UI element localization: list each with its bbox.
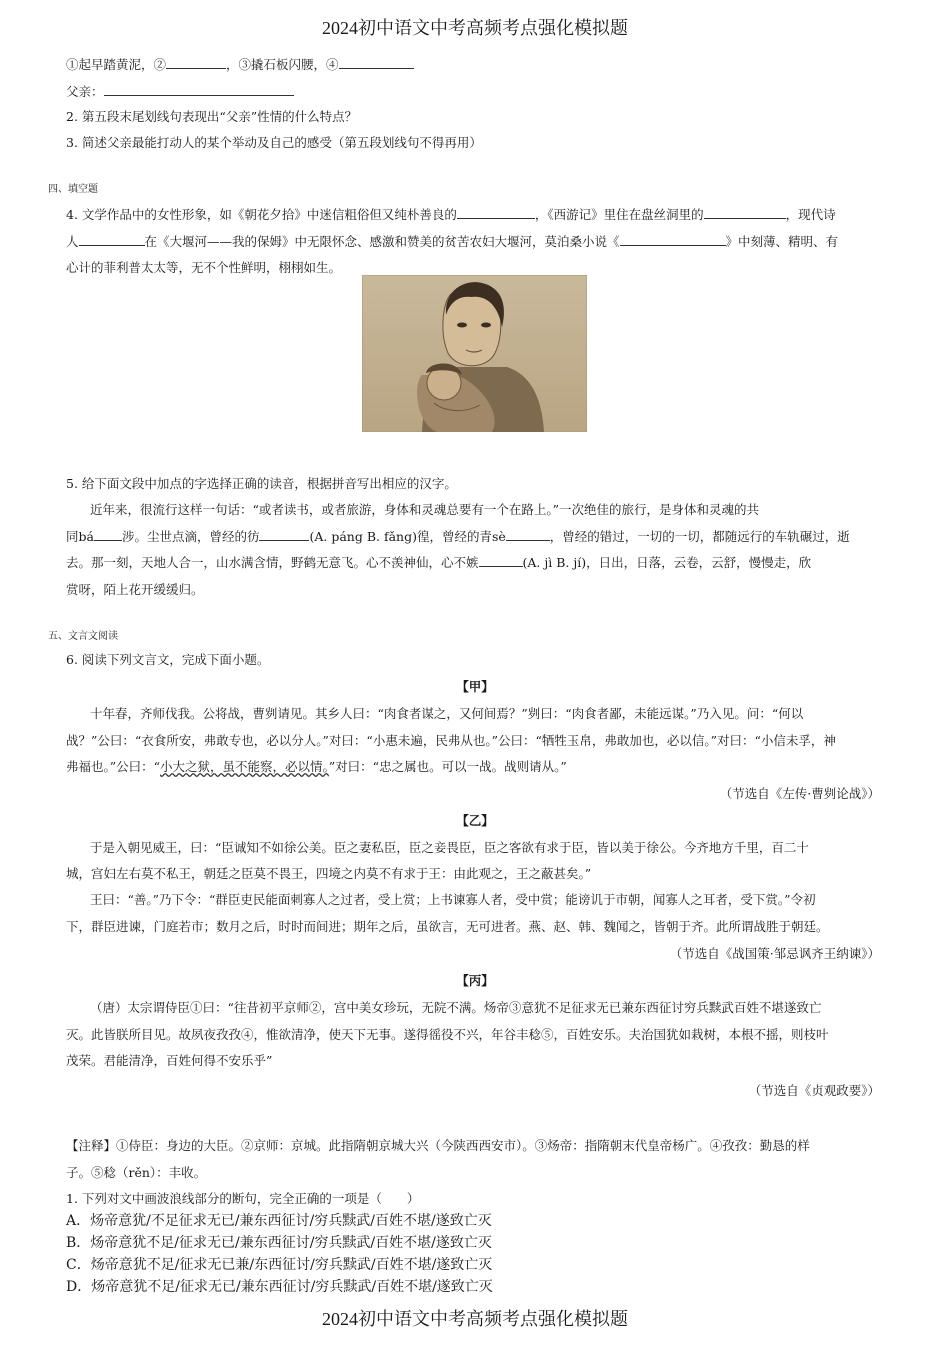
q5-line-4: 赏呀，陌上花开缓缓归。 <box>66 582 204 597</box>
passage-bing-label: 【丙】 <box>456 973 494 988</box>
bing-line-2: 灭。此皆朕所目见。故夙夜孜孜④，惟欲清净，使天下无事。遂得徭役不兴，年谷丰稔⑤，百姓安乐。夫治国犹如栽树，本根不摇，则枝叶 <box>66 1027 829 1042</box>
jia-line-1: 十年春，齐师伐我。公将战，曹刿请见。其乡人曰：“肉食者谋之，又何间焉？”刿曰：“肉食者鄙，未能远谋。”乃入见。问：“何以 <box>90 706 804 721</box>
sub-question-1: 1. 下列对文中画波浪线部分的断句，完全正确的一项是（ ） <box>66 1191 420 1206</box>
option-b[interactable]: B．炀帝意犹不足/征求无已/兼东西征讨/穷兵黩武/百姓不堪/遂致亡灭 <box>66 1235 492 1251</box>
yi-line-4: 下，群臣进谏，门庭若市；数月之后，时时而间进；期年之后，虽欲言，无可进者。燕、赵、韩、魏闻之，皆朝于齐。此所谓战胜于朝廷。 <box>66 919 829 934</box>
q4-line-3: 心计的菲利普太太等，无不个性鲜明，栩栩如生。 <box>66 260 342 275</box>
notes-line-2: 子。⑤稔（rěn）：丰收。 <box>66 1165 207 1180</box>
q5-line-1: 近年来，很流行这样一句话：“或者读书，或者旅游，身体和灵魂总要有一个在路上。”一次绝佳的旅行，是身体和灵魂的共 <box>90 502 760 517</box>
q4-line-2 <box>66 232 838 250</box>
page-footer: 2024初中语文中考高频考点强化模拟题 <box>322 1309 628 1329</box>
passage-yi-label: 【乙】 <box>456 813 494 828</box>
q1-blank-2[interactable] <box>166 56 226 69</box>
bing-line-3: 茂荣。君能清净，百姓何得不安乐乎” <box>66 1053 273 1068</box>
q5-blank-ji[interactable] <box>479 554 523 567</box>
mother-child-illustration <box>362 275 587 432</box>
q4-blank-3[interactable] <box>79 233 145 246</box>
q4-blank-4[interactable] <box>620 233 726 246</box>
q4-text-b: ，《西游记》里住在盘丝洞里的 <box>534 207 704 222</box>
question-2: 2. 第五段末尾划线句表现出“父亲”性情的什么特点？ <box>66 109 358 124</box>
q4-text-e: 在《大堰河——我的保姆》中无限怀念、感激和赞美的贫苦农妇大堰河，莫泊桑小说《 <box>144 234 620 249</box>
section-5-heading: 五、文言文阅读 <box>48 631 118 642</box>
q5-title: 5. 给下面文段中加点的字选择正确的读音，根据拼音写出相应的汉字。 <box>66 476 457 491</box>
q4-text-f: 》中刻薄、精明、有 <box>725 234 839 249</box>
q1-father-label: 父亲： <box>66 84 104 99</box>
page-header: 2024初中语文中考高频考点强化模拟题 <box>322 18 628 38</box>
q4-blank-2[interactable] <box>704 206 786 219</box>
jia-line-2: 战？”公曰：“衣食所安，弗敢专也，必以分人。”对曰：“小惠未遍，民弗从也。”公曰：“牺牲玉帛，弗敢加也，必以信。”对曰：“小信未孚，神 <box>66 733 836 748</box>
q1-text-a: ①起早踏黄泥，② <box>66 57 167 72</box>
q5-text-e: 去。那一刻，天地人合一，山水满含情，野鹤无意飞。心不羡神仙，心不嫉 <box>66 555 479 570</box>
q4-text-c: ，现代诗 <box>785 207 836 222</box>
jia-wavy-sentence: 小大之狱，虽不能察，必以情。 <box>160 759 329 774</box>
option-d[interactable]: D．炀帝意犹不足/征求无已/兼东西征讨/穷兵黩武/百姓不堪/遂致亡灭 <box>66 1279 493 1295</box>
bing-line-1: （唐）太宗谓侍臣①曰：“往昔初平京师②，宫中美女珍玩，无院不满。炀帝③意犹不足征求无已兼东西征讨穷兵黩武百姓不堪遂致亡 <box>90 1000 822 1015</box>
passage-jia-label: 【甲】 <box>456 679 494 694</box>
yi-line-2: 城，宫妇左右莫不私王，朝廷之臣莫不畏王，四境之内莫不有求于王：由此观之，王之蔽甚矣。” <box>66 866 592 881</box>
q4-blank-1[interactable] <box>457 206 535 219</box>
q5-text-f: (A. jì B. jí)，日出，日落，云卷，云舒，慢慢走，欣 <box>522 555 812 570</box>
jia-text-a: 弗福也。”公曰：“ <box>66 759 161 774</box>
q5-line-3 <box>66 553 811 571</box>
q1-text-b: ，③撬石板闪腰，④ <box>226 57 339 72</box>
yi-source: （节选自《战国策·邹忌讽齐王纳谏》） <box>669 946 880 961</box>
jia-source: （节选自《左传·曹刿论战》） <box>719 786 880 801</box>
q6-title: 6. 阅读下列文言文，完成下面小题。 <box>66 652 270 667</box>
section-4-heading: 四、填空题 <box>48 184 98 195</box>
yi-line-1: 于是入朝见威王，曰：“臣诚知不如徐公美。臣之妻私臣，臣之妾畏臣，臣之客欲有求于臣，皆以美于徐公。今齐地方千里，百二十 <box>90 840 809 855</box>
q5-text-d: ，曾经的错过，一切的一切，都随远行的车轨碾过，逝 <box>549 529 850 544</box>
q1-father-blank[interactable] <box>104 83 294 96</box>
option-c[interactable]: C．炀帝意犹不足/征求无已兼/东西征讨/穷兵黩武/百姓不堪/遂致亡灭 <box>66 1257 493 1273</box>
q4-line-1 <box>66 205 836 223</box>
q5-text-a: 同bá <box>66 529 94 544</box>
q1-answer-line <box>66 55 414 73</box>
q4-text-a: 4. 文学作品中的女性形象，如《朝花夕拾》中迷信粗俗但又纯朴善良的 <box>66 207 457 222</box>
question-3: 3. 简述父亲最能打动人的某个举动及自己的感受（第五段划线句不得再用） <box>66 135 482 150</box>
jia-text-b: ”对曰：“忠之属也。可以一战。战则请从。” <box>328 759 567 774</box>
q4-text-d: 人 <box>66 234 79 249</box>
notes-line-1: 【注释】①侍臣：身边的大臣。②京师：京城。此指隋朝京城大兴（今陕西西安市）。③炀帝：指隋朝末代皇帝杨广。④孜孜：勤恳的样 <box>66 1138 810 1153</box>
q5-line-2 <box>66 527 850 545</box>
yi-line-3: 王曰：“善。”乃下令：“群臣吏民能面刺寡人之过者，受上赏；上书谏寡人者，受中赏；能谤讥于市朝，闻寡人之耳者，受下赏。”令初 <box>90 892 816 907</box>
option-a[interactable]: A．炀帝意犹/不足征求无已/兼东西征讨/穷兵黩武/百姓不堪/遂致亡灭 <box>66 1213 492 1229</box>
q5-text-c: (A. páng B. fǎng)徨，曾经的青sè <box>309 529 506 544</box>
bing-source: （节选自《贞观政要》） <box>748 1083 880 1098</box>
jia-line-3 <box>66 757 567 775</box>
q1-blank-4[interactable] <box>339 56 414 69</box>
q5-blank-pang[interactable] <box>259 528 309 541</box>
q5-blank-ba[interactable] <box>94 528 122 541</box>
q1-father-line <box>66 82 294 100</box>
q5-blank-se[interactable] <box>506 528 550 541</box>
q5-text-b: 涉。尘世点滴，曾经的彷 <box>121 529 260 544</box>
